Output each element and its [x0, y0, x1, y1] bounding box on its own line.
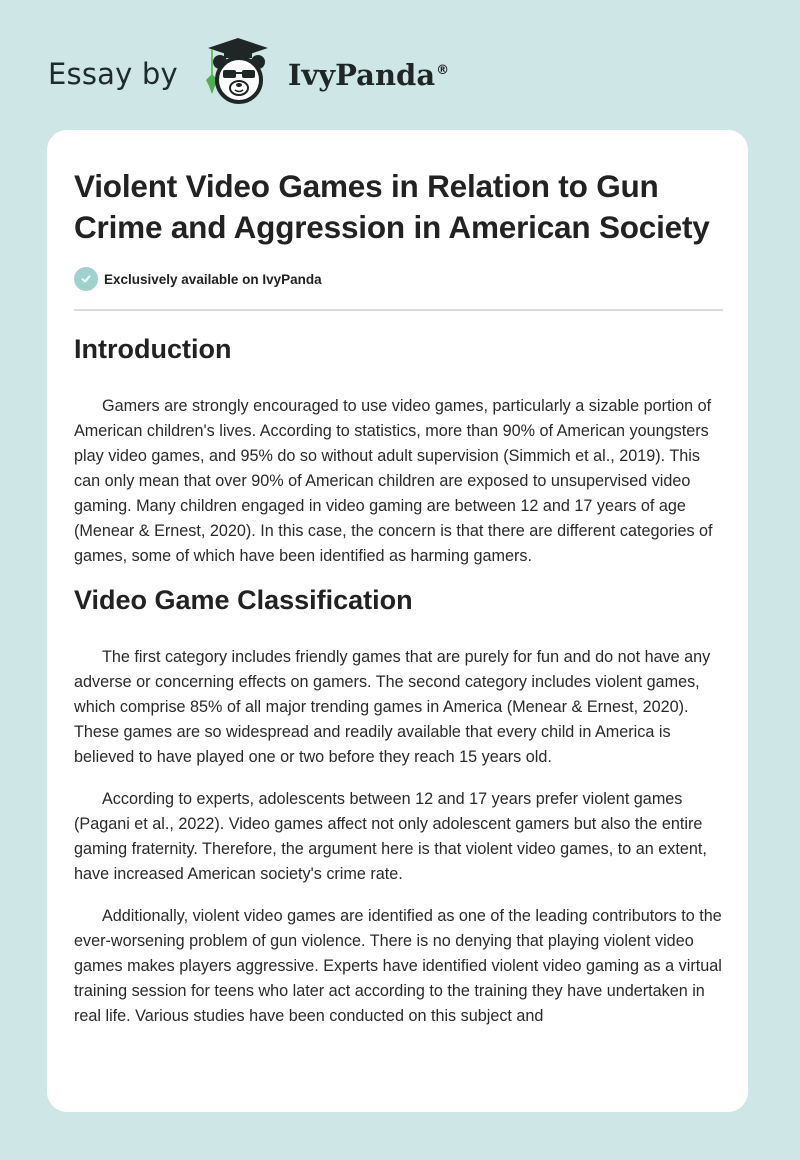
check-circle-icon — [74, 267, 98, 291]
section-heading-classification: Video Game Classification — [74, 585, 413, 615]
site-header-brand[interactable] — [48, 36, 449, 108]
section-heading-introduction: Introduction — [74, 334, 232, 364]
panda-graduate-logo-icon — [196, 36, 282, 108]
paragraph: Gamers are strongly encouraged to use video games, particularly a sizable portion of American children's lives. According to statistics, more than 90% of American youngsters play video games, and 95% do so without adult supervision (Simmich et al., 2019). This can only mean that over 90% of American children are exposed to unsupervised video gaming. Many children engaged in video gaming are between 12 and 17 years of age (Menear & Ernest, 2020). In this case, the concern is that there are different categories of games, some of which have been identified as harming gamers. — [74, 397, 713, 565]
brand-name — [288, 58, 449, 92]
brand-prefix: Essay by — [48, 57, 178, 91]
paragraph: According to experts, adolescents between 12 and 17 years prefer violent games (Pagani et al., 2022). Video games affect not only adolescent gamers but also the entire gaming fraternity. Therefore, the argument here is that violent video games, to an extent, have increased American society's crime rate. — [74, 790, 707, 883]
title-divider — [74, 309, 723, 311]
exclusive-badge — [74, 266, 722, 292]
registered-mark: ® — [436, 63, 450, 79]
brand-name-text: IvyPanda — [287, 58, 436, 92]
paragraph: The first category includes friendly games that are purely for fun and do not have any adverse or concerning effects on gamers. The second category includes violent games, which comprise 85% of all major trending games in America (Menear & Ernest, 2020). These games are so widespread and readily available that every child in America is believed to have played one or two before they reach 15 years old. — [74, 648, 711, 766]
paragraph: Additionally, violent video games are identified as one of the leading contributors to the ever-worsening problem of gun violence. There is no denying that playing violent video games makes players aggressive. Experts have identified violent video gaming as a virtual training session for teens who later act according to the training they have undertaken in real life. Various studies have been conducted on this subject and — [74, 907, 722, 1025]
essay-card — [47, 130, 748, 1112]
exclusive-text: Exclusively available on IvyPanda — [104, 271, 322, 287]
essay-title: Violent Video Games in Relation to Gun Crime and Aggression in American Society — [74, 168, 710, 245]
